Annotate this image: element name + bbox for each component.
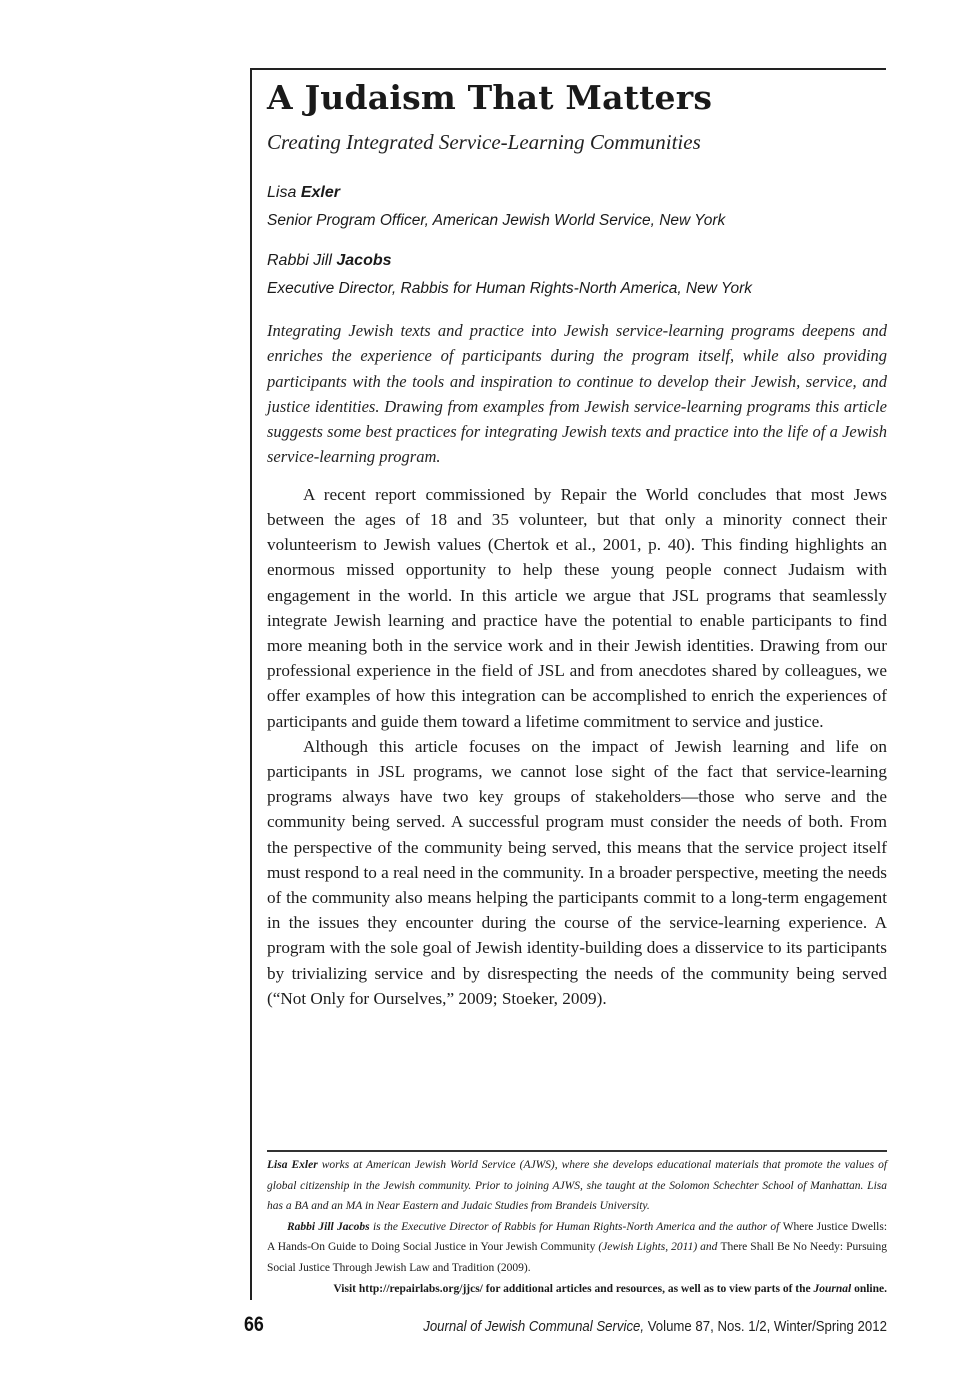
author-block [267,250,887,300]
article-body [267,482,887,1011]
footnote-jacobs [267,1217,887,1279]
article-content [267,76,887,1011]
author-given-name: Lisa [267,184,297,201]
header-rule [250,68,886,70]
page-number: 66 [244,1313,264,1336]
body-paragraph: A recent report commissioned by Repair the World concludes that most Jews between the ages of 18 and 35 volunteer, but that only a minority connect their volunteerism to Jewish values (Chertok et al., 2001, p. 40). This finding highlights an enormous missed opportunity to help these young people connect Judaism with engagement in the world. In this article we argue that JSL programs that seamlessly integrate Jewish learning and practice have the potential to enable participants to find more meaning both in the service work and in their Jewish identities. Drawing from our professional experience in the field of JSL and from anecdotes shared by colleagues, we offer examples of how this integration can be accomplished to enrich the experiences of participants and guide them toward a lifetime commitment to service and justice. [267,484,887,731]
author-surname: Exler [300,184,340,201]
footnote-bio: is the Executive Director of Rabbis for Human Rights-North America and the author of [372,1220,780,1233]
visit-text-end: online. [854,1283,887,1295]
margin-rule [250,68,252,1300]
footnote-bio: works at American Jewish World Service (AJWS), where she develops educational materials that promote the values of global citizenship in the Jewish community. Prior to joining AJWS, she taught at the Solomon Schechter School of Manhattan. Lisa has a BA and an MA in Near Eastern and Judaic Studies from Brandeis University. [267,1159,888,1212]
footnote-bio: (2009). [497,1261,531,1274]
author-given-name: Rabbi Jill [267,252,332,269]
visit-text: Visit http://repairlabs.org/jjcs/ for additional articles and resources, as well as to view parts of the [333,1283,811,1295]
footnote-author-name: Rabbi Jill Jacobs [287,1220,370,1233]
article-title: A Judaism That Matters [267,78,713,117]
footnote-bio: (Jewish Lights, 2011) and [598,1241,718,1253]
journal-name: Journal of Jewish Communal Service, [423,1318,645,1335]
book-title: There Shall Be No Needy: Pursuing Social Justice Through Jewish Law and Tradition [267,1241,887,1274]
running-footer [423,1316,887,1338]
footnote-exler [267,1155,887,1217]
issue-info: Volume 87, Nos. 1/2, Winter/Spring 2012 [647,1318,887,1335]
footnote-author-name: Lisa Exler [267,1159,318,1171]
author-notes [267,1155,887,1300]
article-subtitle: Creating Integrated Service-Learning Communities [267,130,701,154]
journal-word: Journal [813,1283,852,1295]
author-block [267,182,887,232]
footnote-rule [267,1150,887,1152]
author-surname: Jacobs [336,252,392,269]
author-affiliation: Senior Program Officer, American Jewish World Service, New York [267,212,726,229]
book-title: Where Justice Dwells: A Hands-On Guide to Doing Social Justice in Your Jewish Community [267,1220,888,1253]
author-affiliation: Executive Director, Rabbis for Human Rights-North America, New York [267,280,752,297]
abstract: Integrating Jewish texts and practice into Jewish service-learning programs deepens and enriches the experience of participants during the program itself, while also providing participants with the tools and inspiration to continue to develop their Jewish, service, and justice identities. Drawing from examples from Jewish service-learning programs this article suggests some best practices for integrating Jewish texts and practice into the life of a Jewish service-learning program. [267,321,887,467]
body-paragraph: Although this article focuses on the impact of Jewish learning and life on participants in JSL programs, we cannot lose sight of the fact that service-learning programs always have two key groups of stakeholders—those who serve and the community being served. A successful program must consider the needs of both. From the perspective of the community being served, this means that the service project itself must respond to a real need in the community. In a broader perspective, meeting the needs of the community also means helping the participants commit to a long-term engagement in the issues they encounter during the course of the service-learning experience. A program with the sole goal of Jewish identity-building does a disservice to its participants by trivializing service and by disrespecting the needs of the community being served (“Not Only for Ourselves,” 2009; Stoeker, 2009). [267,736,887,1008]
visit-notice [267,1279,887,1300]
